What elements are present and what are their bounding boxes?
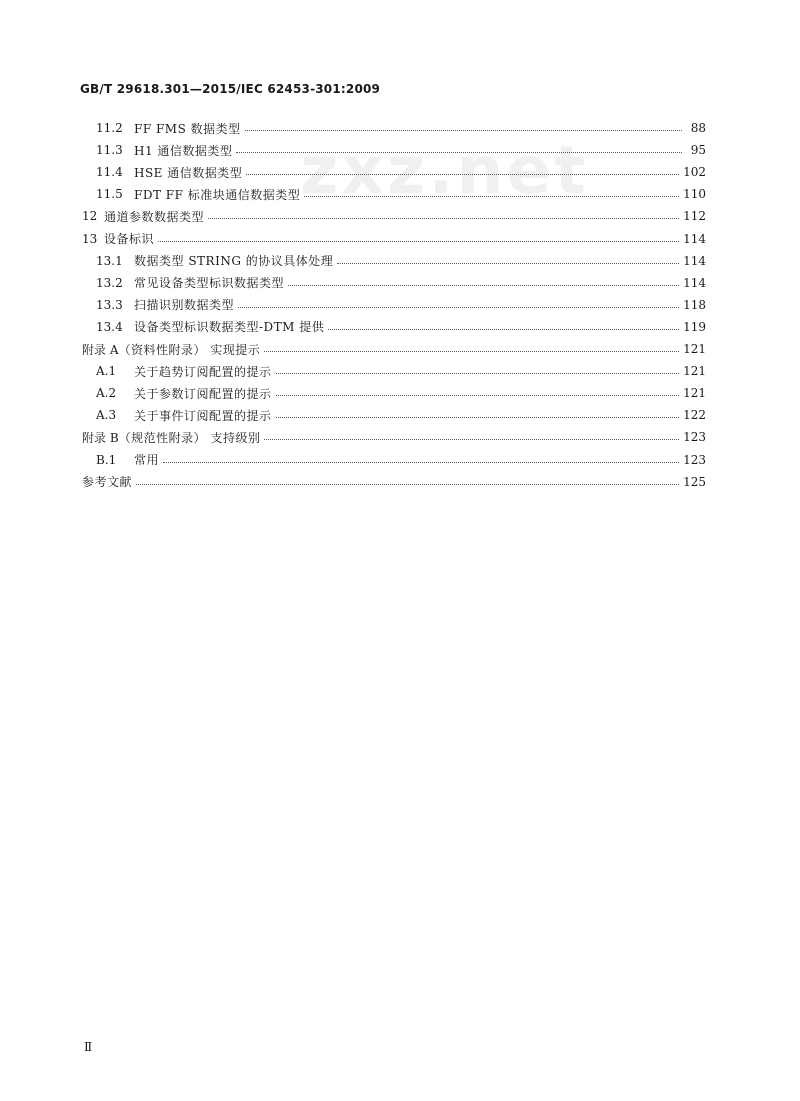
toc-entry[interactable] (96, 449, 706, 471)
toc-entry-number: 12 (82, 209, 98, 224)
toc-entry-number: 11.4 (96, 165, 123, 180)
toc-leader-dots (264, 438, 679, 440)
toc-leader-dots (276, 394, 680, 396)
toc-entry-page: 114 (683, 231, 706, 246)
toc-entry-title: 常用 (134, 453, 160, 467)
toc-entry-number: 13.2 (96, 275, 123, 290)
toc-entry-number: 11.2 (96, 121, 123, 135)
toc-entry-title: FDT FF 标准块通信数据类型 (134, 187, 301, 202)
toc-leader-dots (304, 195, 679, 197)
toc-leader-dots (276, 372, 680, 374)
toc-leader-dots (288, 284, 679, 286)
toc-entry-number: 11.5 (96, 187, 123, 202)
toc-entry-page: 119 (683, 319, 706, 334)
toc-entry-title: 设备标识 (104, 232, 155, 246)
toc-entry-page: 114 (683, 275, 706, 290)
toc-entry[interactable] (96, 316, 706, 338)
toc-entry-title: （资料性附录） 实现提示 (118, 342, 261, 357)
toc-entry[interactable] (96, 161, 706, 183)
toc-entry[interactable] (96, 250, 706, 272)
toc-leader-dots (238, 306, 679, 308)
toc-entry-title: 数据类型 STRING 的协议具体处理 (134, 254, 334, 269)
toc-entry-page: 121 (683, 342, 706, 356)
toc-entry-page: 123 (683, 430, 706, 445)
toc-entry[interactable] (82, 426, 706, 448)
toc-entry-page: 114 (683, 253, 706, 268)
toc-entry-number: 13 (82, 231, 98, 246)
toc-entry-title: H1 通信数据类型 (134, 143, 233, 158)
toc-entry-title: 常见设备类型标识数据类型 (134, 276, 285, 291)
toc-entry-page: 118 (683, 297, 706, 312)
toc-entry-number: 附录 B (82, 430, 119, 445)
watermark: zxz.net (300, 132, 589, 209)
toc-leader-dots (136, 483, 679, 485)
toc-entry[interactable] (96, 139, 706, 161)
toc-entry-page: 122 (683, 408, 706, 423)
toc-entry-number: A.1 (96, 364, 117, 379)
toc-leader-dots (208, 217, 679, 219)
document-header: GB/T 29618.301—2015/IEC 62453-301:2009 (80, 82, 381, 96)
toc-leader-dots (158, 240, 679, 242)
toc-entry-number: 13.3 (96, 297, 123, 312)
toc-entry[interactable] (96, 117, 706, 139)
toc-entry-number: A.3 (96, 408, 117, 423)
toc-leader-dots (163, 461, 679, 463)
toc-entry-title: 设备类型标识数据类型-DTM 提供 (134, 320, 325, 335)
toc-entry-title: （规范性附录） 支持级别 (118, 430, 261, 445)
toc-entry-number: 13.4 (96, 319, 123, 334)
toc-entry-page: 125 (683, 474, 706, 489)
toc-entry-page: 112 (683, 209, 706, 224)
toc-leader-dots (236, 151, 682, 153)
toc-entry[interactable] (96, 183, 706, 205)
toc-entry[interactable] (96, 360, 706, 382)
toc-entry-page: 88 (690, 121, 706, 135)
toc-entry-title: 关于趋势订阅配置的提示 (134, 364, 272, 379)
toc-entry-title: 通道参数数据类型 (104, 209, 205, 224)
toc-entry-page: 95 (690, 143, 706, 158)
page-number: Ⅱ (84, 1040, 93, 1054)
toc-leader-dots (328, 328, 679, 330)
toc-entry[interactable] (82, 228, 706, 250)
toc-entry-title: 关于事件订阅配置的提示 (134, 408, 272, 423)
toc-entry-page: 110 (683, 187, 706, 202)
toc-entry-number: B.1 (96, 452, 117, 467)
toc-entry-page: 123 (683, 452, 706, 467)
toc-entry-title: HSE 通信数据类型 (134, 165, 243, 180)
toc-entry-page: 121 (683, 364, 706, 379)
toc-entry-number: 11.3 (96, 143, 123, 158)
toc-leader-dots (245, 129, 682, 131)
toc-entry-page: 121 (683, 386, 706, 401)
toc-entry[interactable] (96, 404, 706, 426)
toc-entry[interactable] (82, 338, 706, 360)
toc-entry[interactable] (96, 294, 706, 316)
toc-entry-number: 附录 A (82, 342, 119, 357)
toc-leader-dots (264, 350, 679, 352)
toc-leader-dots (246, 173, 679, 175)
toc-entry-title: FF FMS 数据类型 (134, 121, 241, 136)
toc-entry[interactable] (96, 272, 706, 294)
toc-entry-title: 关于参数订阅配置的提示 (134, 386, 272, 401)
toc-entry-number: A.2 (96, 386, 117, 401)
toc-entry[interactable] (82, 471, 706, 493)
toc-entry-page: 102 (683, 165, 706, 180)
toc-leader-dots (276, 416, 680, 418)
toc-entry[interactable] (82, 205, 706, 227)
toc-entry-number: 13.1 (96, 253, 123, 268)
toc-entry-title: 扫描识别数据类型 (134, 298, 235, 313)
toc-entry-title: 参考文献 (82, 475, 133, 490)
toc-leader-dots (337, 262, 679, 264)
toc-entry[interactable] (96, 382, 706, 404)
